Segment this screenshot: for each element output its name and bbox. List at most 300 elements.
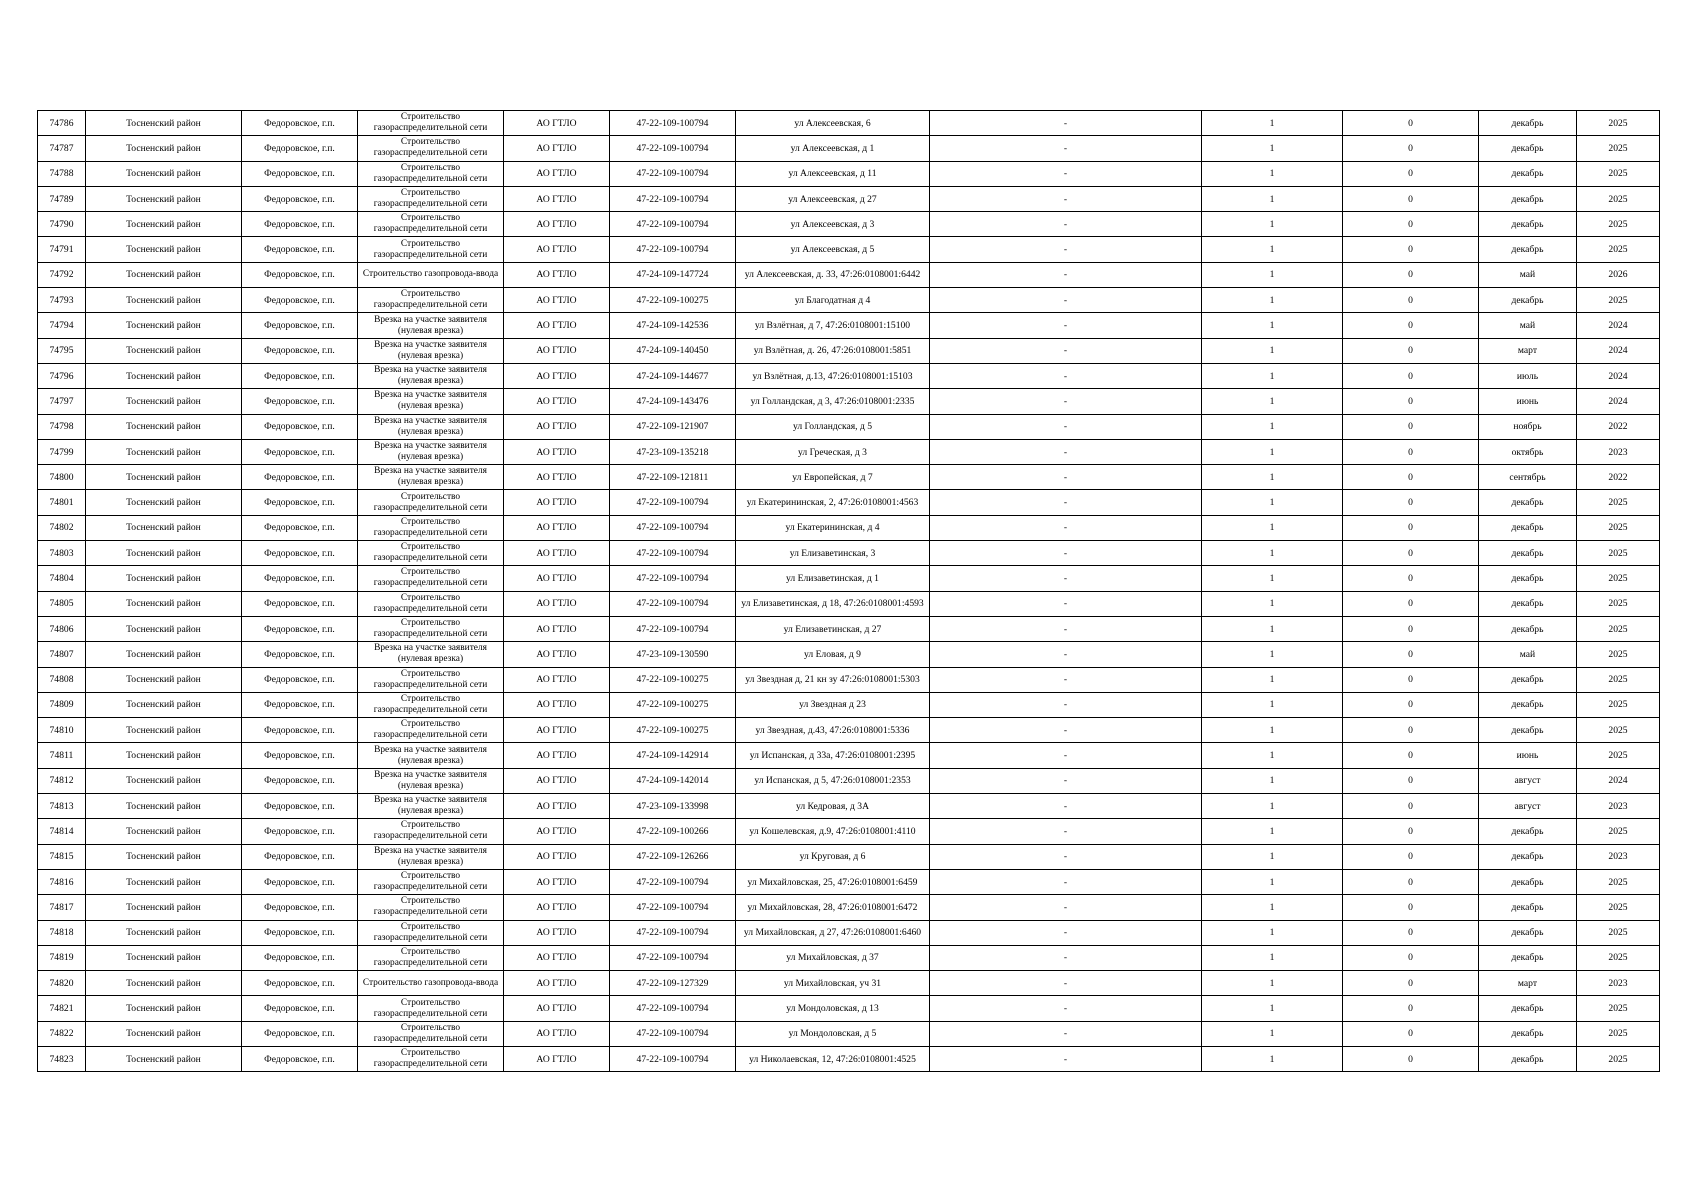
cell-district: Тосненский район: [86, 667, 242, 692]
cell-year: 2024: [1577, 313, 1660, 338]
table-row: [38, 136, 1660, 161]
cell-organization: АО ГТЛО: [504, 895, 610, 920]
cell-district: Тосненский район: [86, 743, 242, 768]
cell-address: ул Взлётная, д. 26, 47:26:0108001:5851: [736, 338, 930, 363]
cell-settlement: Федоровское, г.п.: [242, 692, 358, 717]
cell-note: -: [930, 794, 1202, 819]
table-row: [38, 161, 1660, 186]
cell-year: 2025: [1577, 186, 1660, 211]
cell-count-done: 0: [1343, 541, 1479, 566]
cell-count-done: 0: [1343, 1021, 1479, 1046]
cell-work-type: Врезка на участке заявителя (нулевая врезка): [358, 414, 504, 439]
cell-organization: АО ГТЛО: [504, 692, 610, 717]
cell-count-done: 0: [1343, 768, 1479, 793]
cell-work-type: Строительство газораспределительной сети: [358, 945, 504, 970]
cell-district: Тосненский район: [86, 566, 242, 591]
cell-work-type: Строительство газораспределительной сети: [358, 996, 504, 1021]
cell-count-planned: 1: [1202, 591, 1343, 616]
cell-address: ул Мондоловская, д 13: [736, 996, 930, 1021]
table-row: [38, 313, 1660, 338]
cell-count-done: 0: [1343, 465, 1479, 490]
cell-contract-number: 47-22-109-100794: [610, 161, 736, 186]
cell-address: ул Еловая, д 9: [736, 642, 930, 667]
cell-district: Тосненский район: [86, 996, 242, 1021]
cell-note: -: [930, 288, 1202, 313]
cell-count-planned: 1: [1202, 642, 1343, 667]
cell-organization: АО ГТЛО: [504, 338, 610, 363]
cell-organization: АО ГТЛО: [504, 971, 610, 996]
cell-district: Тосненский район: [86, 212, 242, 237]
table-row: [38, 1046, 1660, 1071]
cell-count-done: 0: [1343, 869, 1479, 894]
cell-settlement: Федоровское, г.п.: [242, 794, 358, 819]
cell-district: Тосненский район: [86, 591, 242, 616]
cell-settlement: Федоровское, г.п.: [242, 338, 358, 363]
cell-month: декабрь: [1479, 869, 1577, 894]
cell-count-planned: 1: [1202, 136, 1343, 161]
table-row: [38, 111, 1660, 136]
cell-contract-number: 47-24-109-147724: [610, 262, 736, 287]
cell-address: ул Екатерининская, д 4: [736, 515, 930, 540]
cell-count-planned: 1: [1202, 186, 1343, 211]
cell-count-planned: 1: [1202, 262, 1343, 287]
cell-id: 74811: [38, 743, 86, 768]
cell-count-done: 0: [1343, 819, 1479, 844]
cell-count-done: 0: [1343, 414, 1479, 439]
cell-month: декабрь: [1479, 566, 1577, 591]
cell-count-done: 0: [1343, 642, 1479, 667]
cell-settlement: Федоровское, г.п.: [242, 161, 358, 186]
cell-count-planned: 1: [1202, 389, 1343, 414]
cell-settlement: Федоровское, г.п.: [242, 718, 358, 743]
cell-count-planned: 1: [1202, 718, 1343, 743]
cell-id: 74790: [38, 212, 86, 237]
cell-note: -: [930, 616, 1202, 641]
cell-work-type: Строительство газораспределительной сети: [358, 111, 504, 136]
cell-month: декабрь: [1479, 237, 1577, 262]
cell-month: декабрь: [1479, 945, 1577, 970]
cell-year: 2023: [1577, 971, 1660, 996]
cell-count-planned: 1: [1202, 743, 1343, 768]
cell-settlement: Федоровское, г.п.: [242, 111, 358, 136]
cell-work-type: Строительство газораспределительной сети: [358, 1021, 504, 1046]
cell-district: Тосненский район: [86, 692, 242, 717]
cell-contract-number: 47-22-109-121907: [610, 414, 736, 439]
cell-settlement: Федоровское, г.п.: [242, 566, 358, 591]
cell-id: 74809: [38, 692, 86, 717]
cell-count-planned: 1: [1202, 895, 1343, 920]
cell-district: Тосненский район: [86, 768, 242, 793]
cell-district: Тосненский район: [86, 490, 242, 515]
cell-work-type: Врезка на участке заявителя (нулевая врезка): [358, 844, 504, 869]
cell-work-type: Врезка на участке заявителя (нулевая врезка): [358, 338, 504, 363]
cell-count-done: 0: [1343, 971, 1479, 996]
cell-organization: АО ГТЛО: [504, 515, 610, 540]
cell-address: ул Алексеевская, д 1: [736, 136, 930, 161]
cell-work-type: Строительство газораспределительной сети: [358, 161, 504, 186]
cell-organization: АО ГТЛО: [504, 718, 610, 743]
cell-district: Тосненский район: [86, 642, 242, 667]
cell-id: 74817: [38, 895, 86, 920]
cell-year: 2025: [1577, 895, 1660, 920]
cell-address: ул Алексеевская, д 11: [736, 161, 930, 186]
cell-address: ул Греческая, д 3: [736, 439, 930, 464]
cell-work-type: Строительство газораспределительной сети: [358, 541, 504, 566]
table-row: [38, 996, 1660, 1021]
cell-settlement: Федоровское, г.п.: [242, 895, 358, 920]
cell-work-type: Строительство газораспределительной сети: [358, 718, 504, 743]
cell-note: -: [930, 541, 1202, 566]
data-table: [37, 110, 1660, 1072]
cell-organization: АО ГТЛО: [504, 313, 610, 338]
cell-year: 2022: [1577, 465, 1660, 490]
cell-count-planned: 1: [1202, 616, 1343, 641]
cell-note: -: [930, 465, 1202, 490]
cell-district: Тосненский район: [86, 1021, 242, 1046]
cell-year: 2023: [1577, 794, 1660, 819]
cell-district: Тосненский район: [86, 439, 242, 464]
cell-district: Тосненский район: [86, 338, 242, 363]
cell-work-type: Строительство газораспределительной сети: [358, 515, 504, 540]
cell-count-planned: 1: [1202, 945, 1343, 970]
cell-id: 74801: [38, 490, 86, 515]
table-row: [38, 869, 1660, 894]
cell-year: 2025: [1577, 161, 1660, 186]
cell-address: ул Михайловская, д 37: [736, 945, 930, 970]
table-row: [38, 743, 1660, 768]
cell-year: 2026: [1577, 262, 1660, 287]
cell-organization: АО ГТЛО: [504, 414, 610, 439]
cell-year: 2025: [1577, 920, 1660, 945]
table-row: [38, 288, 1660, 313]
cell-id: 74812: [38, 768, 86, 793]
cell-id: 74793: [38, 288, 86, 313]
table-row: [38, 541, 1660, 566]
cell-organization: АО ГТЛО: [504, 642, 610, 667]
cell-settlement: Федоровское, г.п.: [242, 667, 358, 692]
cell-district: Тосненский район: [86, 288, 242, 313]
cell-year: 2025: [1577, 743, 1660, 768]
cell-year: 2024: [1577, 389, 1660, 414]
cell-settlement: Федоровское, г.п.: [242, 996, 358, 1021]
cell-count-done: 0: [1343, 945, 1479, 970]
cell-settlement: Федоровское, г.п.: [242, 869, 358, 894]
table-row: [38, 667, 1660, 692]
table-row: [38, 338, 1660, 363]
cell-contract-number: 47-22-109-127329: [610, 971, 736, 996]
cell-settlement: Федоровское, г.п.: [242, 313, 358, 338]
cell-address: ул Звездная, д.43, 47:26:0108001:5336: [736, 718, 930, 743]
cell-count-done: 0: [1343, 667, 1479, 692]
cell-month: декабрь: [1479, 541, 1577, 566]
cell-organization: АО ГТЛО: [504, 212, 610, 237]
cell-year: 2024: [1577, 363, 1660, 388]
cell-id: 74804: [38, 566, 86, 591]
cell-id: 74797: [38, 389, 86, 414]
cell-contract-number: 47-22-109-100275: [610, 288, 736, 313]
cell-month: декабрь: [1479, 591, 1577, 616]
cell-address: ул Елизаветинская, д 27: [736, 616, 930, 641]
cell-count-done: 0: [1343, 186, 1479, 211]
cell-note: -: [930, 313, 1202, 338]
cell-year: 2025: [1577, 111, 1660, 136]
table-row: [38, 718, 1660, 743]
cell-settlement: Федоровское, г.п.: [242, 920, 358, 945]
cell-year: 2025: [1577, 591, 1660, 616]
cell-address: ул Елизаветинская, д 18, 47:26:0108001:4593: [736, 591, 930, 616]
cell-count-planned: 1: [1202, 541, 1343, 566]
cell-contract-number: 47-22-109-100794: [610, 616, 736, 641]
cell-settlement: Федоровское, г.п.: [242, 1021, 358, 1046]
cell-month: ноябрь: [1479, 414, 1577, 439]
cell-work-type: Строительство газораспределительной сети: [358, 212, 504, 237]
cell-address: ул Взлётная, д 7, 47:26:0108001:15100: [736, 313, 930, 338]
cell-contract-number: 47-22-109-100794: [610, 212, 736, 237]
table-row: [38, 262, 1660, 287]
cell-note: -: [930, 439, 1202, 464]
cell-contract-number: 47-22-109-100794: [610, 111, 736, 136]
cell-district: Тосненский район: [86, 237, 242, 262]
cell-note: -: [930, 844, 1202, 869]
cell-organization: АО ГТЛО: [504, 490, 610, 515]
cell-work-type: Строительство газораспределительной сети: [358, 136, 504, 161]
cell-organization: АО ГТЛО: [504, 566, 610, 591]
cell-contract-number: 47-22-109-100794: [610, 515, 736, 540]
table-row: [38, 945, 1660, 970]
cell-year: 2025: [1577, 869, 1660, 894]
cell-organization: АО ГТЛО: [504, 920, 610, 945]
table-row: [38, 692, 1660, 717]
cell-id: 74816: [38, 869, 86, 894]
cell-id: 74807: [38, 642, 86, 667]
table-row: [38, 515, 1660, 540]
cell-year: 2025: [1577, 616, 1660, 641]
cell-month: декабрь: [1479, 490, 1577, 515]
cell-month: май: [1479, 262, 1577, 287]
cell-address: ул Елизаветинская, 3: [736, 541, 930, 566]
cell-year: 2025: [1577, 237, 1660, 262]
cell-settlement: Федоровское, г.п.: [242, 389, 358, 414]
cell-id: 74788: [38, 161, 86, 186]
cell-work-type: Врезка на участке заявителя (нулевая врезка): [358, 363, 504, 388]
cell-district: Тосненский район: [86, 920, 242, 945]
table-row: [38, 465, 1660, 490]
cell-note: -: [930, 161, 1202, 186]
cell-id: 74819: [38, 945, 86, 970]
cell-year: 2025: [1577, 667, 1660, 692]
cell-contract-number: 47-23-109-133998: [610, 794, 736, 819]
cell-count-planned: 1: [1202, 338, 1343, 363]
cell-month: декабрь: [1479, 1046, 1577, 1071]
cell-note: -: [930, 414, 1202, 439]
cell-id: 74794: [38, 313, 86, 338]
cell-month: август: [1479, 794, 1577, 819]
cell-organization: АО ГТЛО: [504, 591, 610, 616]
cell-id: 74799: [38, 439, 86, 464]
cell-note: -: [930, 819, 1202, 844]
cell-id: 74792: [38, 262, 86, 287]
cell-count-done: 0: [1343, 212, 1479, 237]
cell-note: -: [930, 389, 1202, 414]
table-row: [38, 212, 1660, 237]
cell-id: 74786: [38, 111, 86, 136]
cell-work-type: Строительство газопровода-ввода: [358, 262, 504, 287]
cell-contract-number: 47-22-109-100794: [610, 996, 736, 1021]
cell-count-done: 0: [1343, 136, 1479, 161]
cell-count-planned: 1: [1202, 161, 1343, 186]
cell-count-planned: 1: [1202, 971, 1343, 996]
cell-count-planned: 1: [1202, 515, 1343, 540]
cell-address: ул Михайловская, уч 31: [736, 971, 930, 996]
cell-count-planned: 1: [1202, 490, 1343, 515]
cell-address: ул Европейская, д 7: [736, 465, 930, 490]
cell-work-type: Строительство газораспределительной сети: [358, 566, 504, 591]
cell-work-type: Врезка на участке заявителя (нулевая врезка): [358, 642, 504, 667]
cell-year: 2025: [1577, 566, 1660, 591]
cell-month: декабрь: [1479, 667, 1577, 692]
cell-count-done: 0: [1343, 895, 1479, 920]
cell-address: ул Благодатная д 4: [736, 288, 930, 313]
cell-year: 2025: [1577, 541, 1660, 566]
cell-address: ул Екатерининская, 2, 47:26:0108001:4563: [736, 490, 930, 515]
table-row: [38, 1021, 1660, 1046]
cell-address: ул Мондоловская, д 5: [736, 1021, 930, 1046]
cell-month: сентябрь: [1479, 465, 1577, 490]
cell-contract-number: 47-22-109-100794: [610, 136, 736, 161]
cell-count-done: 0: [1343, 237, 1479, 262]
cell-count-done: 0: [1343, 161, 1479, 186]
cell-note: -: [930, 490, 1202, 515]
cell-district: Тосненский район: [86, 262, 242, 287]
table-row: [38, 819, 1660, 844]
table-row: [38, 768, 1660, 793]
cell-work-type: Строительство газораспределительной сети: [358, 1046, 504, 1071]
cell-count-planned: 1: [1202, 844, 1343, 869]
cell-settlement: Федоровское, г.п.: [242, 414, 358, 439]
cell-month: декабрь: [1479, 844, 1577, 869]
cell-year: 2025: [1577, 718, 1660, 743]
cell-count-done: 0: [1343, 920, 1479, 945]
cell-address: ул Кедровая, д 3А: [736, 794, 930, 819]
cell-district: Тосненский район: [86, 136, 242, 161]
cell-month: март: [1479, 971, 1577, 996]
cell-contract-number: 47-22-109-100794: [610, 869, 736, 894]
cell-month: июнь: [1479, 389, 1577, 414]
cell-district: Тосненский район: [86, 844, 242, 869]
cell-count-done: 0: [1343, 338, 1479, 363]
cell-month: декабрь: [1479, 895, 1577, 920]
cell-note: -: [930, 111, 1202, 136]
cell-note: -: [930, 262, 1202, 287]
cell-count-done: 0: [1343, 743, 1479, 768]
cell-id: 74805: [38, 591, 86, 616]
cell-count-done: 0: [1343, 794, 1479, 819]
cell-note: -: [930, 718, 1202, 743]
cell-count-planned: 1: [1202, 465, 1343, 490]
cell-count-done: 0: [1343, 439, 1479, 464]
cell-note: -: [930, 869, 1202, 894]
cell-contract-number: 47-22-109-100794: [610, 541, 736, 566]
cell-count-planned: 1: [1202, 819, 1343, 844]
cell-address: ул Михайловская, 28, 47:26:0108001:6472: [736, 895, 930, 920]
cell-contract-number: 47-22-109-100794: [610, 490, 736, 515]
cell-year: 2022: [1577, 414, 1660, 439]
cell-year: 2025: [1577, 1046, 1660, 1071]
cell-month: декабрь: [1479, 819, 1577, 844]
cell-count-planned: 1: [1202, 237, 1343, 262]
cell-settlement: Федоровское, г.п.: [242, 616, 358, 641]
cell-month: декабрь: [1479, 692, 1577, 717]
cell-count-planned: 1: [1202, 439, 1343, 464]
cell-count-done: 0: [1343, 490, 1479, 515]
cell-contract-number: 47-22-109-126266: [610, 844, 736, 869]
cell-organization: АО ГТЛО: [504, 844, 610, 869]
cell-note: -: [930, 920, 1202, 945]
cell-settlement: Федоровское, г.п.: [242, 743, 358, 768]
cell-settlement: Федоровское, г.п.: [242, 1046, 358, 1071]
cell-contract-number: 47-22-109-100794: [610, 1021, 736, 1046]
cell-district: Тосненский район: [86, 111, 242, 136]
cell-count-planned: 1: [1202, 111, 1343, 136]
cell-month: декабрь: [1479, 288, 1577, 313]
cell-note: -: [930, 237, 1202, 262]
cell-id: 74795: [38, 338, 86, 363]
cell-district: Тосненский район: [86, 869, 242, 894]
cell-month: декабрь: [1479, 718, 1577, 743]
cell-contract-number: 47-22-109-100275: [610, 667, 736, 692]
cell-note: -: [930, 212, 1202, 237]
cell-month: декабрь: [1479, 161, 1577, 186]
cell-work-type: Строительство газораспределительной сети: [358, 237, 504, 262]
table-row: [38, 591, 1660, 616]
cell-settlement: Федоровское, г.п.: [242, 490, 358, 515]
cell-district: Тосненский район: [86, 1046, 242, 1071]
cell-count-planned: 1: [1202, 1046, 1343, 1071]
cell-id: 74787: [38, 136, 86, 161]
table-row: [38, 920, 1660, 945]
cell-year: 2024: [1577, 768, 1660, 793]
cell-district: Тосненский район: [86, 895, 242, 920]
cell-work-type: Врезка на участке заявителя (нулевая врезка): [358, 313, 504, 338]
cell-note: -: [930, 136, 1202, 161]
cell-count-planned: 1: [1202, 363, 1343, 388]
cell-year: 2025: [1577, 945, 1660, 970]
cell-count-planned: 1: [1202, 212, 1343, 237]
cell-work-type: Строительство газораспределительной сети: [358, 895, 504, 920]
cell-address: ул Испанская, д 5, 47:26:0108001:2353: [736, 768, 930, 793]
cell-work-type: Врезка на участке заявителя (нулевая врезка): [358, 389, 504, 414]
cell-count-planned: 1: [1202, 566, 1343, 591]
cell-id: 74823: [38, 1046, 86, 1071]
cell-count-planned: 1: [1202, 920, 1343, 945]
cell-year: 2025: [1577, 692, 1660, 717]
cell-work-type: Врезка на участке заявителя (нулевая врезка): [358, 794, 504, 819]
cell-id: 74808: [38, 667, 86, 692]
cell-month: декабрь: [1479, 1021, 1577, 1046]
cell-settlement: Федоровское, г.п.: [242, 237, 358, 262]
cell-contract-number: 47-24-109-142914: [610, 743, 736, 768]
cell-id: 74800: [38, 465, 86, 490]
cell-id: 74789: [38, 186, 86, 211]
cell-contract-number: 47-22-109-100794: [610, 920, 736, 945]
cell-settlement: Федоровское, г.п.: [242, 591, 358, 616]
table-row: [38, 566, 1660, 591]
cell-count-done: 0: [1343, 363, 1479, 388]
cell-count-done: 0: [1343, 111, 1479, 136]
cell-id: 74814: [38, 819, 86, 844]
cell-organization: АО ГТЛО: [504, 262, 610, 287]
cell-organization: АО ГТЛО: [504, 541, 610, 566]
